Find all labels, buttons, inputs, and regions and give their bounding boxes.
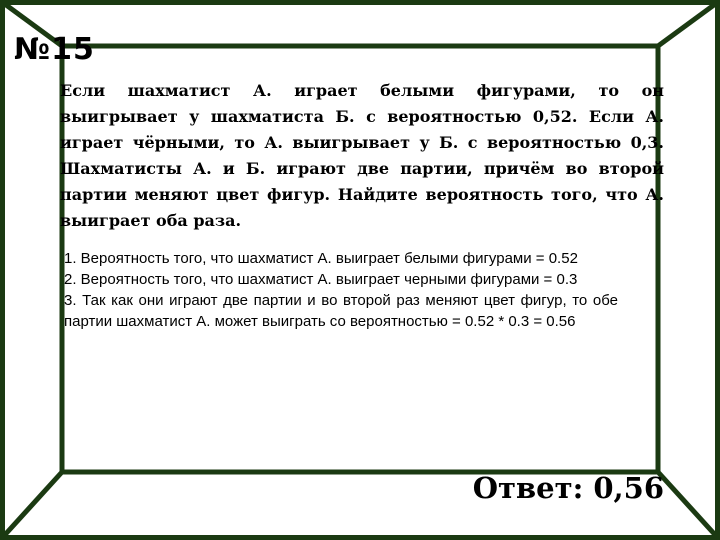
corner-line-bottom-left bbox=[2, 472, 62, 538]
solution-step-2: 2. Вероятность того, что шахматист А. выиграет черными фигурами = 0.3 bbox=[64, 271, 578, 288]
answer: Ответ: 0,56 bbox=[472, 471, 664, 505]
problem-number: №15 bbox=[14, 32, 95, 67]
solution-block bbox=[64, 248, 618, 332]
solution-step-1: 1. Вероятность того, что шахматист А. выиграет белыми фигурами = 0.52 bbox=[64, 250, 578, 267]
solution-step-3: 3. Так как они играют две партии и во второй раз меняют цвет фигур, то обе партии шахматист А. может выиграть со вероятностью = 0.52 * 0.3 = 0.56 bbox=[64, 292, 618, 330]
corner-line-bottom-right bbox=[658, 472, 718, 538]
corner-line-top-right bbox=[658, 2, 718, 46]
problem-statement: Если шахматист А. играет белыми фигурами, то он выигрывает у шахматиста Б. с вероятностью 0,52. Если А. играет чёрными, то А. выигрывает у Б. с вероятностью 0,3. Шахматисты А. и Б. играют две партии, причём во второй партии меняют цвет фигур. Найдите вероятность того, что А. выиграет оба раза. bbox=[60, 81, 664, 230]
